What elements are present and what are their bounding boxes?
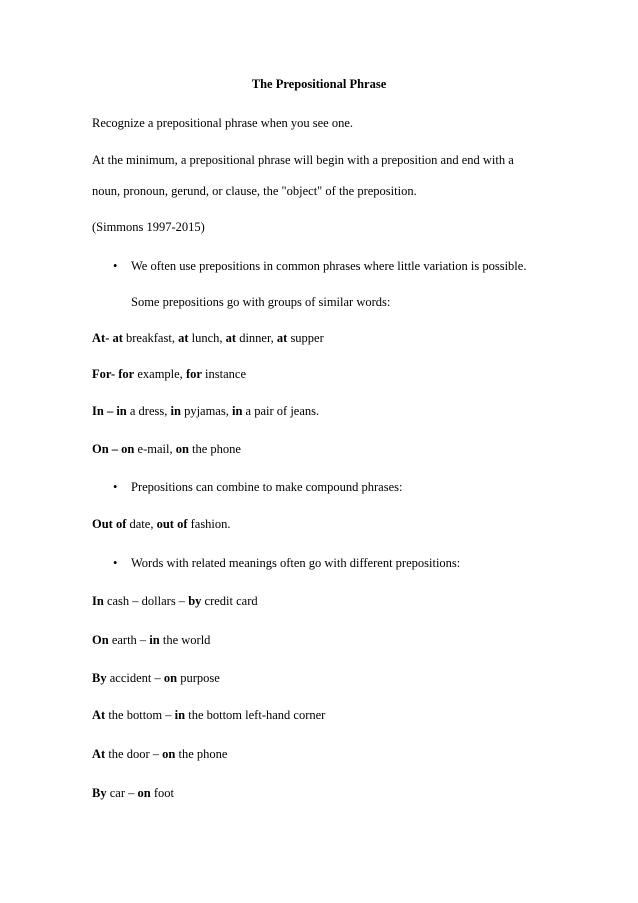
example-text: purpose bbox=[177, 671, 220, 685]
example-text: the bottom left-hand corner bbox=[185, 708, 326, 722]
bullet-item-2 bbox=[113, 479, 402, 495]
preposition-term: On – on bbox=[92, 442, 135, 456]
example-text: lunch, bbox=[188, 331, 226, 345]
preposition-term: At bbox=[92, 747, 106, 761]
example-text: the phone bbox=[188, 442, 241, 456]
example-text: the world bbox=[159, 633, 211, 647]
example-text: pyjamas, bbox=[180, 404, 232, 418]
example-line bbox=[92, 670, 220, 686]
bullet-icon: • bbox=[113, 259, 118, 273]
example-text: earth – bbox=[108, 633, 150, 647]
preposition-term: On bbox=[92, 633, 109, 647]
example-text: instance bbox=[201, 367, 246, 381]
definition-line-1: At the minimum, a prepositional phrase will begin with a preposition and end with a bbox=[92, 153, 514, 167]
preposition-term: For- for bbox=[92, 367, 135, 381]
bullet-item-1-continuation: Some prepositions go with groups of similar words: bbox=[131, 295, 391, 309]
bullet-icon: • bbox=[113, 556, 118, 570]
citation: (Simmons 1997-2015) bbox=[92, 220, 205, 234]
preposition-term: for bbox=[185, 367, 202, 381]
preposition-term: out of bbox=[156, 517, 188, 531]
preposition-term: at bbox=[276, 331, 288, 345]
example-text: dinner, bbox=[236, 331, 277, 345]
example-text: cash – dollars – bbox=[103, 594, 189, 608]
example-text: fashion. bbox=[187, 517, 231, 531]
bullet-text: We often use prepositions in common phrases where little variation is possible. bbox=[131, 259, 527, 273]
preposition-term: at bbox=[178, 331, 189, 345]
preposition-term: on bbox=[163, 671, 178, 685]
example-text: e-mail, bbox=[134, 442, 176, 456]
example-text: a pair of jeans. bbox=[242, 404, 320, 418]
preposition-term: on bbox=[162, 747, 176, 761]
example-text: example, bbox=[134, 367, 186, 381]
example-line bbox=[92, 785, 174, 801]
preposition-term: At bbox=[92, 708, 106, 722]
preposition-term: in bbox=[174, 708, 186, 722]
example-text: the bottom – bbox=[105, 708, 175, 722]
bullet-text: Prepositions can combine to make compound phrases: bbox=[131, 480, 403, 494]
bullet-icon: • bbox=[113, 480, 118, 494]
example-line bbox=[92, 746, 227, 762]
preposition-term: By bbox=[92, 671, 107, 685]
example-text: supper bbox=[287, 331, 324, 345]
preposition-term: In – in bbox=[92, 404, 127, 418]
preposition-term: by bbox=[188, 594, 202, 608]
example-text: the phone bbox=[175, 747, 228, 761]
preposition-term: in bbox=[231, 404, 243, 418]
example-line bbox=[92, 403, 319, 419]
intro-paragraph: Recognize a prepositional phrase when you see one. bbox=[92, 116, 354, 130]
example-text: breakfast, bbox=[122, 331, 179, 345]
example-text: car – bbox=[106, 786, 138, 800]
example-text: credit card bbox=[201, 594, 258, 608]
preposition-term: in bbox=[170, 404, 181, 418]
preposition-term: Out of bbox=[92, 517, 127, 531]
example-text: the door – bbox=[105, 747, 163, 761]
preposition-term: on bbox=[137, 786, 151, 800]
example-text: foot bbox=[150, 786, 174, 800]
bullet-item-3 bbox=[113, 555, 460, 571]
preposition-term: in bbox=[149, 633, 160, 647]
example-line bbox=[92, 516, 231, 532]
example-line bbox=[92, 632, 210, 648]
preposition-term: on bbox=[175, 442, 189, 456]
example-text: date, bbox=[126, 517, 157, 531]
example-line bbox=[92, 707, 325, 723]
page-title: The Prepositional Phrase bbox=[251, 77, 387, 91]
bullet-text: Words with related meanings often go with different prepositions: bbox=[131, 556, 461, 570]
example-line bbox=[92, 593, 258, 609]
preposition-term: at bbox=[225, 331, 237, 345]
bullet-item-1 bbox=[113, 258, 526, 274]
example-line bbox=[92, 330, 324, 346]
example-text: accident – bbox=[106, 671, 164, 685]
preposition-term: At- at bbox=[92, 331, 123, 345]
preposition-term: By bbox=[92, 786, 107, 800]
example-line bbox=[92, 441, 241, 457]
definition-line-2: noun, pronoun, gerund, or clause, the "object" of the preposition. bbox=[92, 184, 417, 198]
example-text: a dress, bbox=[126, 404, 171, 418]
example-line bbox=[92, 366, 246, 382]
preposition-term: In bbox=[92, 594, 104, 608]
